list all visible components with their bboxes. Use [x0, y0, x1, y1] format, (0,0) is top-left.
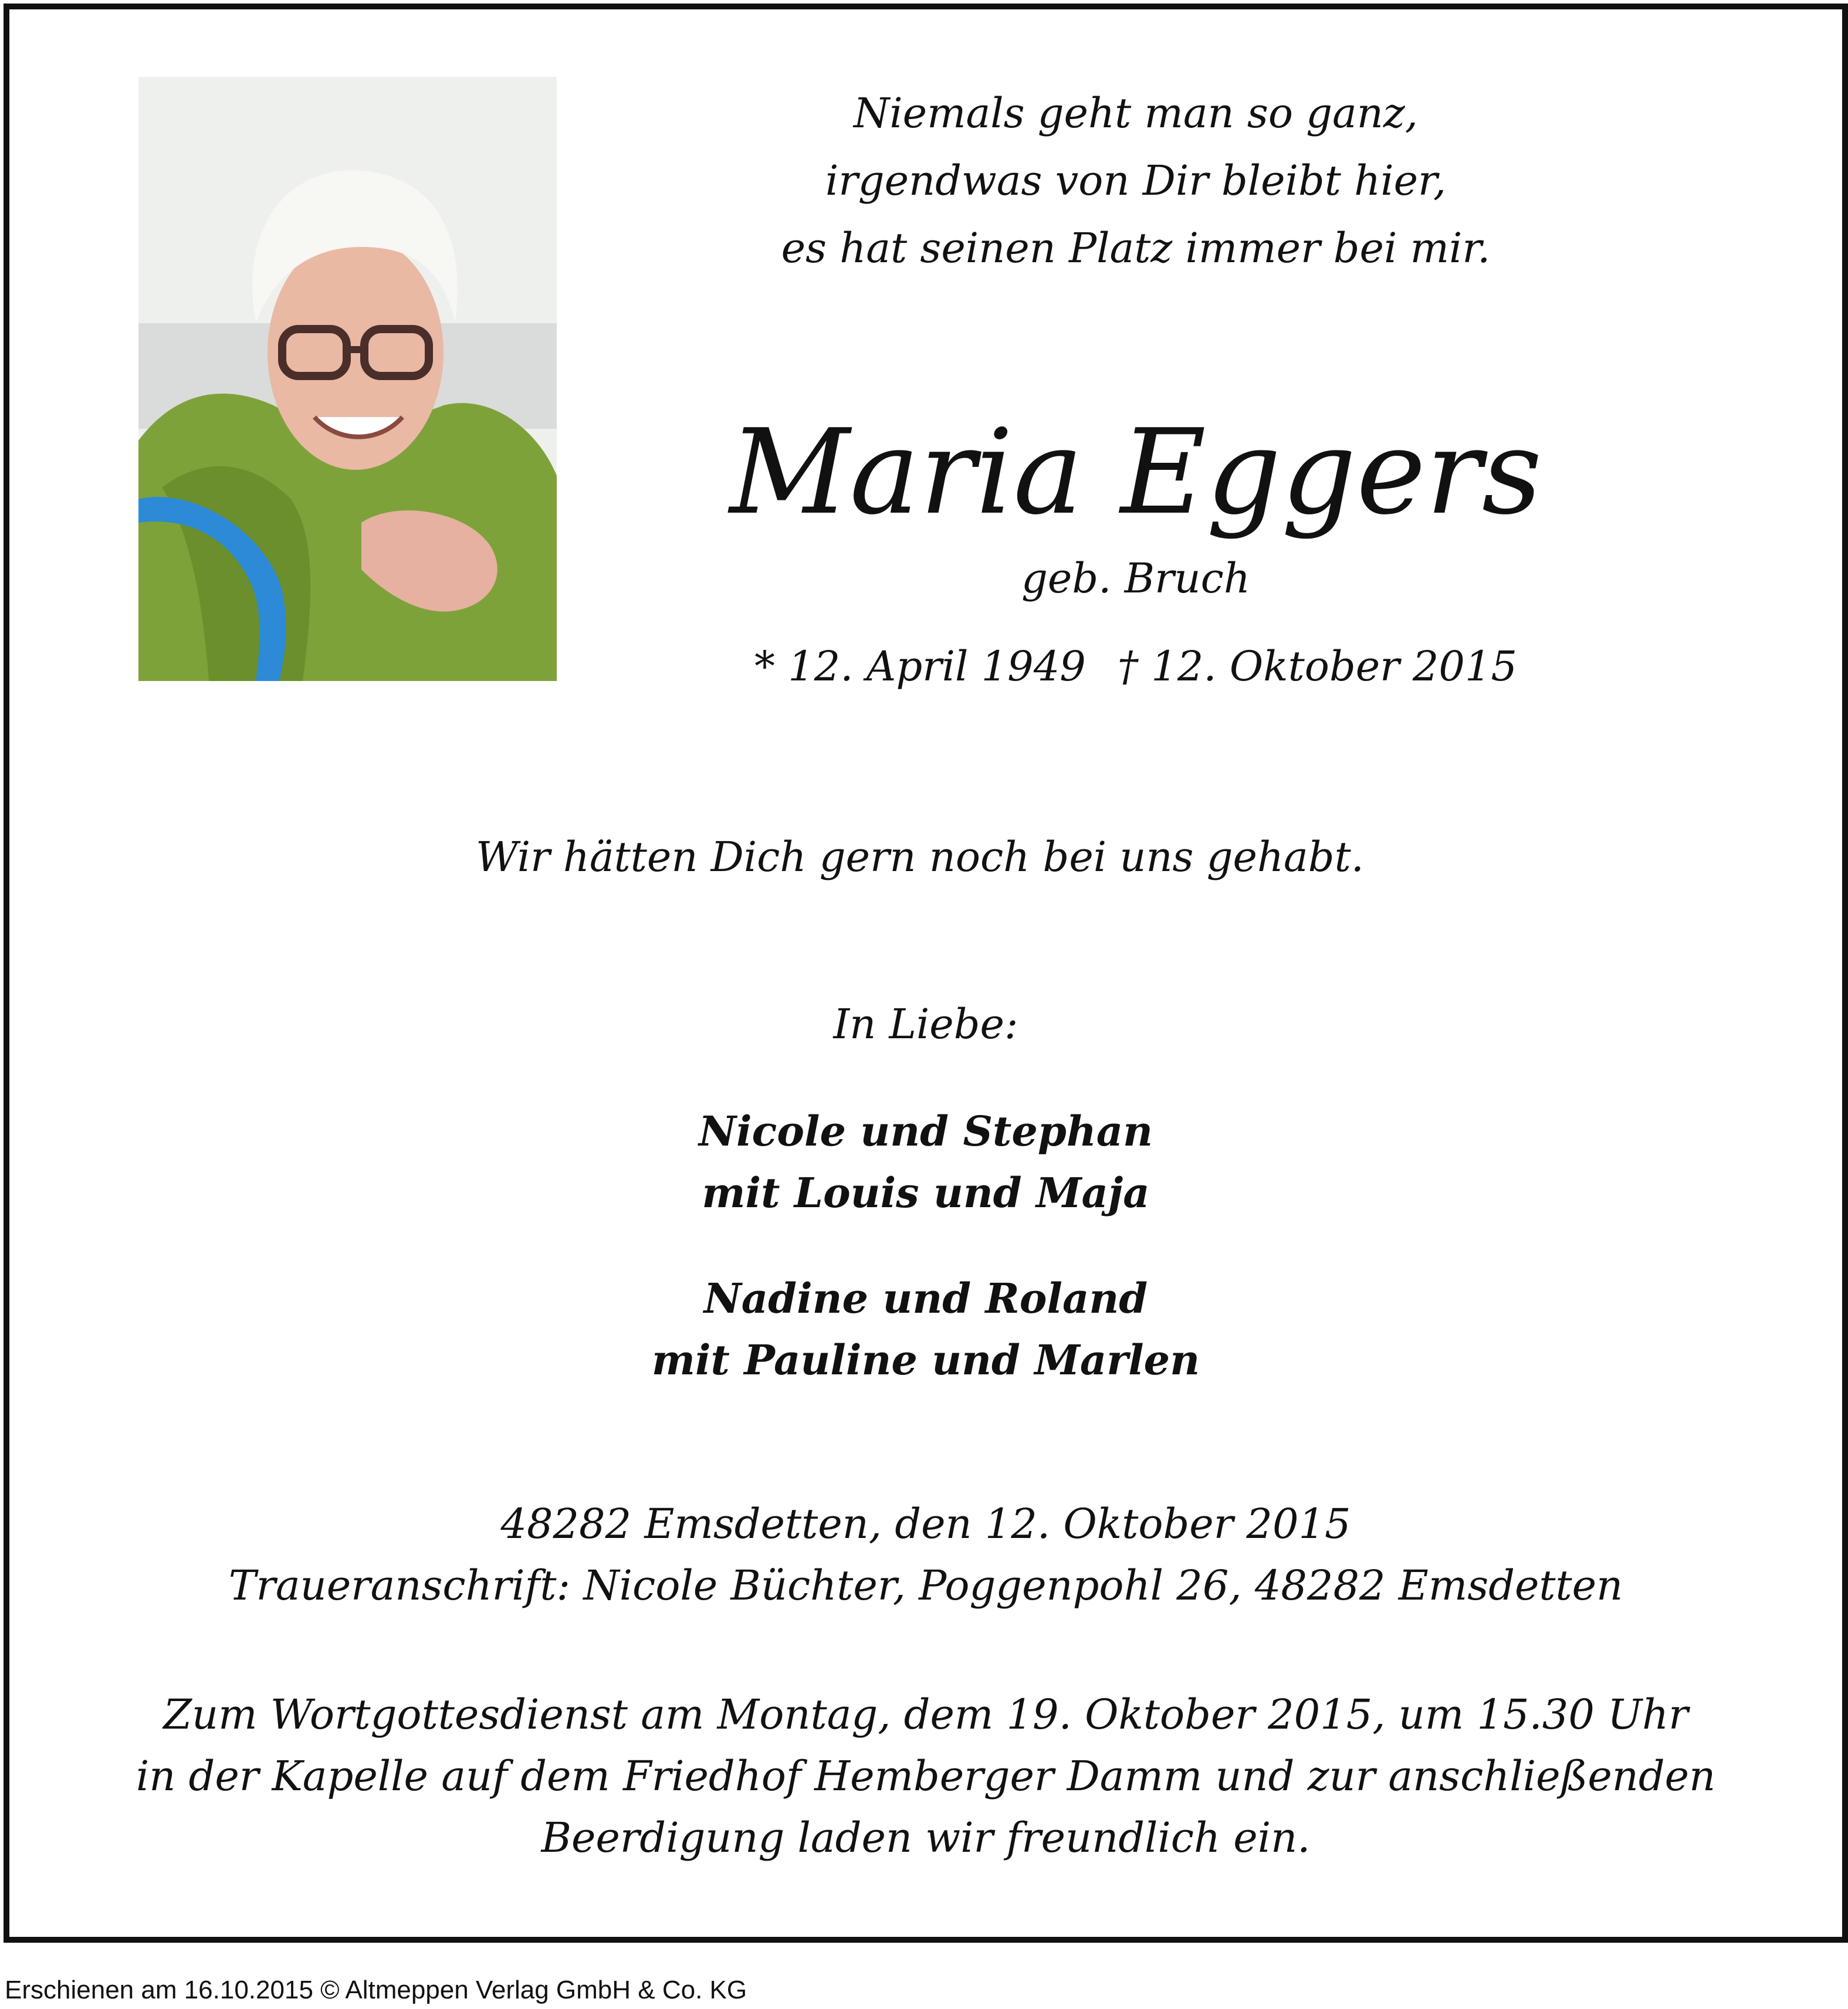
mourning-address: Traueranschrift: Nicole Büchter, Poggenpohl 26, 48282 Emsdetten	[228, 1561, 1623, 1610]
notice-frame	[4, 4, 1848, 1943]
birth-date: * 12. April 1949	[754, 642, 1086, 690]
service-line: Zum Wortgottesdienst am Montag, dem 19. Oktober 2015, um 15.30 Uhr	[163, 1690, 1688, 1739]
poem	[743, 80, 1529, 282]
portrait-image	[138, 77, 557, 681]
in-love-label: In Liebe:	[833, 1000, 1018, 1048]
portrait-photo	[138, 77, 557, 681]
family-1-line: mit Louis und Maja	[702, 1168, 1150, 1217]
place-date: 48282 Emsdetten, den 12. Oktober 2015	[500, 1500, 1351, 1548]
poem-line: Niemals geht man so ganz,	[854, 89, 1418, 137]
poem-line: irgendwas von Dir bleibt hier,	[825, 157, 1447, 205]
death-date: † 12. Oktober 2015	[1118, 642, 1518, 690]
poem-line: es hat seinen Platz immer bei mir.	[781, 224, 1491, 272]
service-line: Beerdigung laden wir freundlich ein.	[541, 1814, 1311, 1862]
family-2-line: mit Pauline und Marlen	[651, 1336, 1200, 1384]
family-1-line: Nicole und Stephan	[699, 1107, 1153, 1156]
family-2-line: Nadine und Roland	[703, 1274, 1148, 1323]
farewell-line: Wir hätten Dich gern noch bei uns gehabt.	[476, 833, 1364, 881]
service-line: in der Kapelle auf dem Friedhof Hemberger Damm und zur anschließenden	[136, 1752, 1716, 1800]
life-dates	[684, 637, 1588, 696]
deceased-name: Maria Eggers	[729, 404, 1542, 541]
publication-footer: Erschienen am 16.10.2015 © Altmeppen Verlag GmbH & Co. KG	[5, 1976, 747, 2004]
maiden-name: geb. Bruch	[1021, 554, 1250, 602]
